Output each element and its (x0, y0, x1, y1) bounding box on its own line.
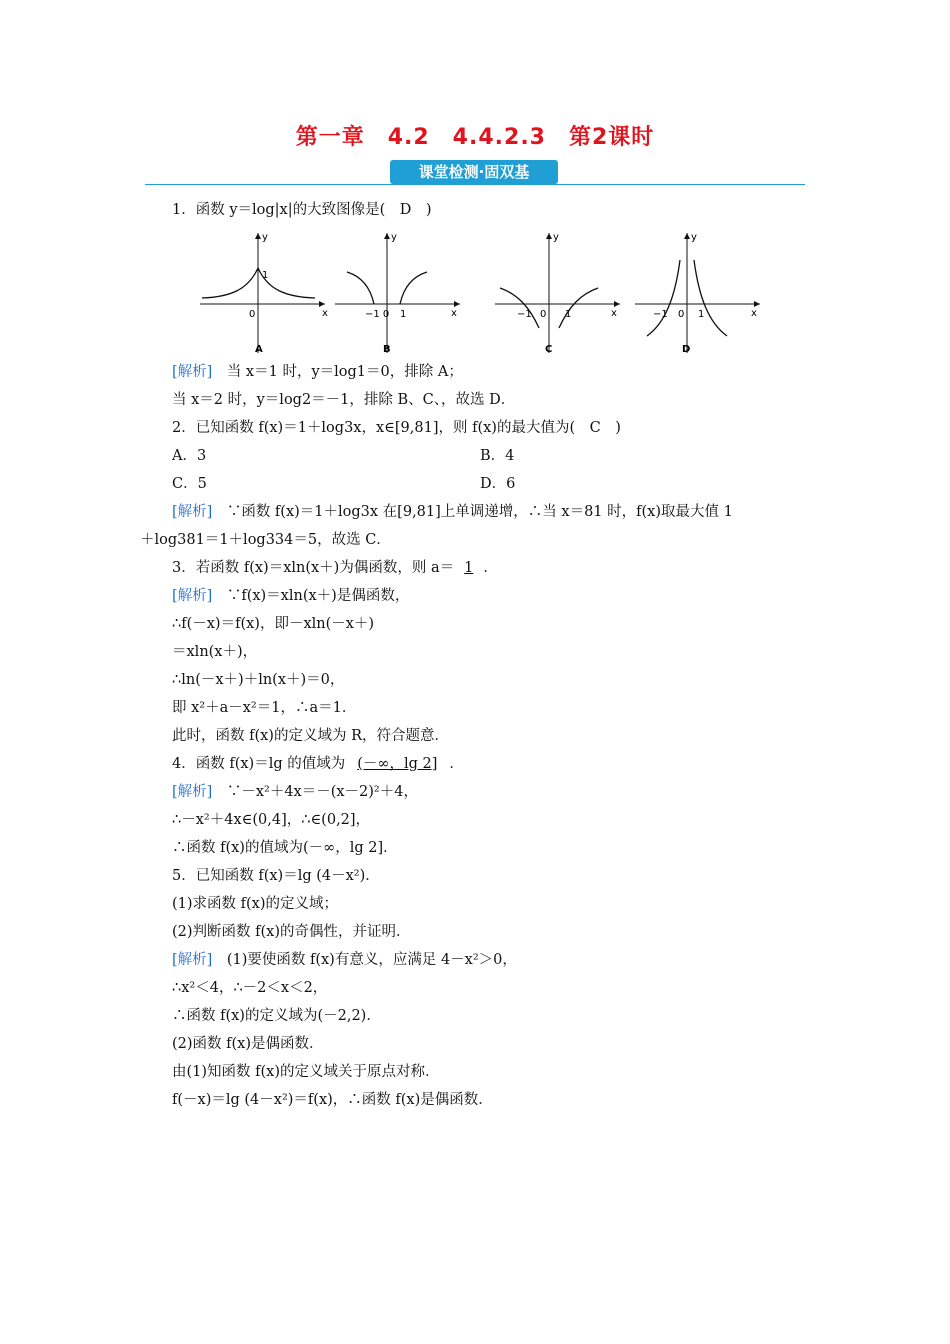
text-line: ＝xln(x＋)， (172, 644, 258, 660)
text-line: (2)判断函数 f(x)的奇偶性，并证明． (172, 924, 411, 940)
question-2: 2．已知函数 f(x)＝1＋log3x，x∈[9,81]，则 f(x)的最大值为( C ) (172, 420, 621, 436)
text-line: f(－x)＝lg (4－x²)＝f(x)，∴函数 f(x)是偶函数． (172, 1092, 493, 1108)
graph-d-label: D (682, 344, 691, 355)
text-line: ＋log381＝1＋log334＝5，故选 C． (140, 532, 391, 548)
graph-d-one: 1 (698, 309, 705, 320)
choice-c: C．5 (172, 476, 207, 492)
graph-a-x: x (322, 308, 328, 319)
question-3: 3．若函数 f(x)＝xln(x＋)为偶函数，则 a＝ 1 ． (172, 560, 498, 576)
graph-b-label: B (383, 344, 391, 355)
graph-c-x: x (611, 308, 617, 319)
graph-c-neg-one: −1 (517, 309, 532, 320)
graph-d-zero: 0 (678, 309, 685, 320)
text-line: (2)函数 f(x)是偶函数． (172, 1036, 324, 1052)
section-banner: 课堂检测·固双基 (390, 160, 558, 184)
question-5: 5．已知函数 f(x)＝lg (4－x²)． (172, 868, 380, 884)
graph-b-y: y (391, 232, 397, 243)
q2-analysis: [解析] ∵函数 f(x)＝1＋log3x 在[9,81]上单调递增，∴当 x＝81 时，f(x)取最大值 1 (172, 504, 733, 520)
analysis-tag: [解析] (172, 952, 213, 968)
banner-rule (145, 184, 805, 185)
analysis-tag: [解析] (172, 588, 213, 604)
text-line: ∴ln(－x＋)＋ln(x＋)＝0， (172, 672, 345, 688)
graph-a-label: A (255, 344, 263, 355)
choice-b: B．4 (480, 448, 515, 464)
analysis-tag: [解析] (172, 364, 213, 380)
graph-a-y: y (262, 232, 268, 243)
text-line: ∴f(－x)＝f(x)，即－xln(－x＋) (172, 616, 375, 632)
graph-c-label: C (545, 344, 553, 355)
choice-a: A．3 (172, 448, 207, 464)
q1-analysis: [解析] 当 x＝1 时，y＝log1＝0，排除 A； (172, 364, 463, 380)
graph-a-one: 1 (262, 270, 269, 281)
text-line: ∴－x²＋4x∈(0,4]，∴∈(0,2]， (172, 812, 371, 828)
graph-d-neg-one: −1 (653, 309, 668, 320)
graph-a (200, 228, 330, 358)
graph-b-one: 1 (400, 309, 407, 320)
answer-graphs (190, 228, 770, 358)
analysis-tag: [解析] (172, 504, 213, 520)
choice-d: D．6 (480, 476, 516, 492)
text-line: 当 x＝2 时，y＝log2＝－1，排除 B、C、，故选 D． (172, 392, 516, 408)
text-line: (1)求函数 f(x)的定义域； (172, 896, 339, 912)
graph-b-origin: −1 0 (365, 309, 390, 320)
graph-b-x: x (451, 308, 457, 319)
page-title: 第一章 4.2 4.4.2.3 第2课时 (295, 125, 655, 150)
graph-c-one: 1 (565, 309, 572, 320)
graph-d-y: y (691, 232, 697, 243)
text-line: 由(1)知函数 f(x)的定义域关于原点对称． (172, 1064, 440, 1080)
question-4: 4．函数 f(x)＝lg 的值域为 (－∞，lg 2] ． (172, 756, 464, 772)
analysis-tag: [解析] (172, 784, 213, 800)
graph-d-x: x (751, 308, 757, 319)
graph-b (335, 228, 465, 358)
answer-blank: (－∞，lg 2] (357, 756, 438, 772)
graph-c (495, 228, 625, 358)
text-line: ∴函数 f(x)的值域为(－∞，lg 2]． (172, 840, 398, 856)
text-line: 此时，函数 f(x)的定义域为 R，符合题意． (172, 728, 449, 744)
graph-a-origin: 0 (249, 309, 256, 320)
answer-blank: 1 (464, 560, 474, 576)
graph-c-y: y (553, 232, 559, 243)
graph-d (635, 228, 765, 358)
q5-analysis: [解析] (1)要使函数 f(x)有意义，应满足 4－x²＞0， (172, 952, 517, 968)
graph-c-zero: 0 (540, 309, 547, 320)
q3-analysis: [解析] ∵f(x)＝xln(x＋)是偶函数， (172, 588, 410, 604)
text-line: ∴x²＜4，∴－2＜x＜2， (172, 980, 328, 996)
q4-analysis: [解析] ∵－x²＋4x＝－(x－2)²＋4， (172, 784, 418, 800)
question-1: 1．函数 y＝log|x|的大致图像是( D ) (172, 202, 432, 218)
text-line: 即 x²＋a－x²＝1，∴a＝1． (172, 700, 357, 716)
text-line: ∴函数 f(x)的定义域为(－2,2)． (172, 1008, 381, 1024)
